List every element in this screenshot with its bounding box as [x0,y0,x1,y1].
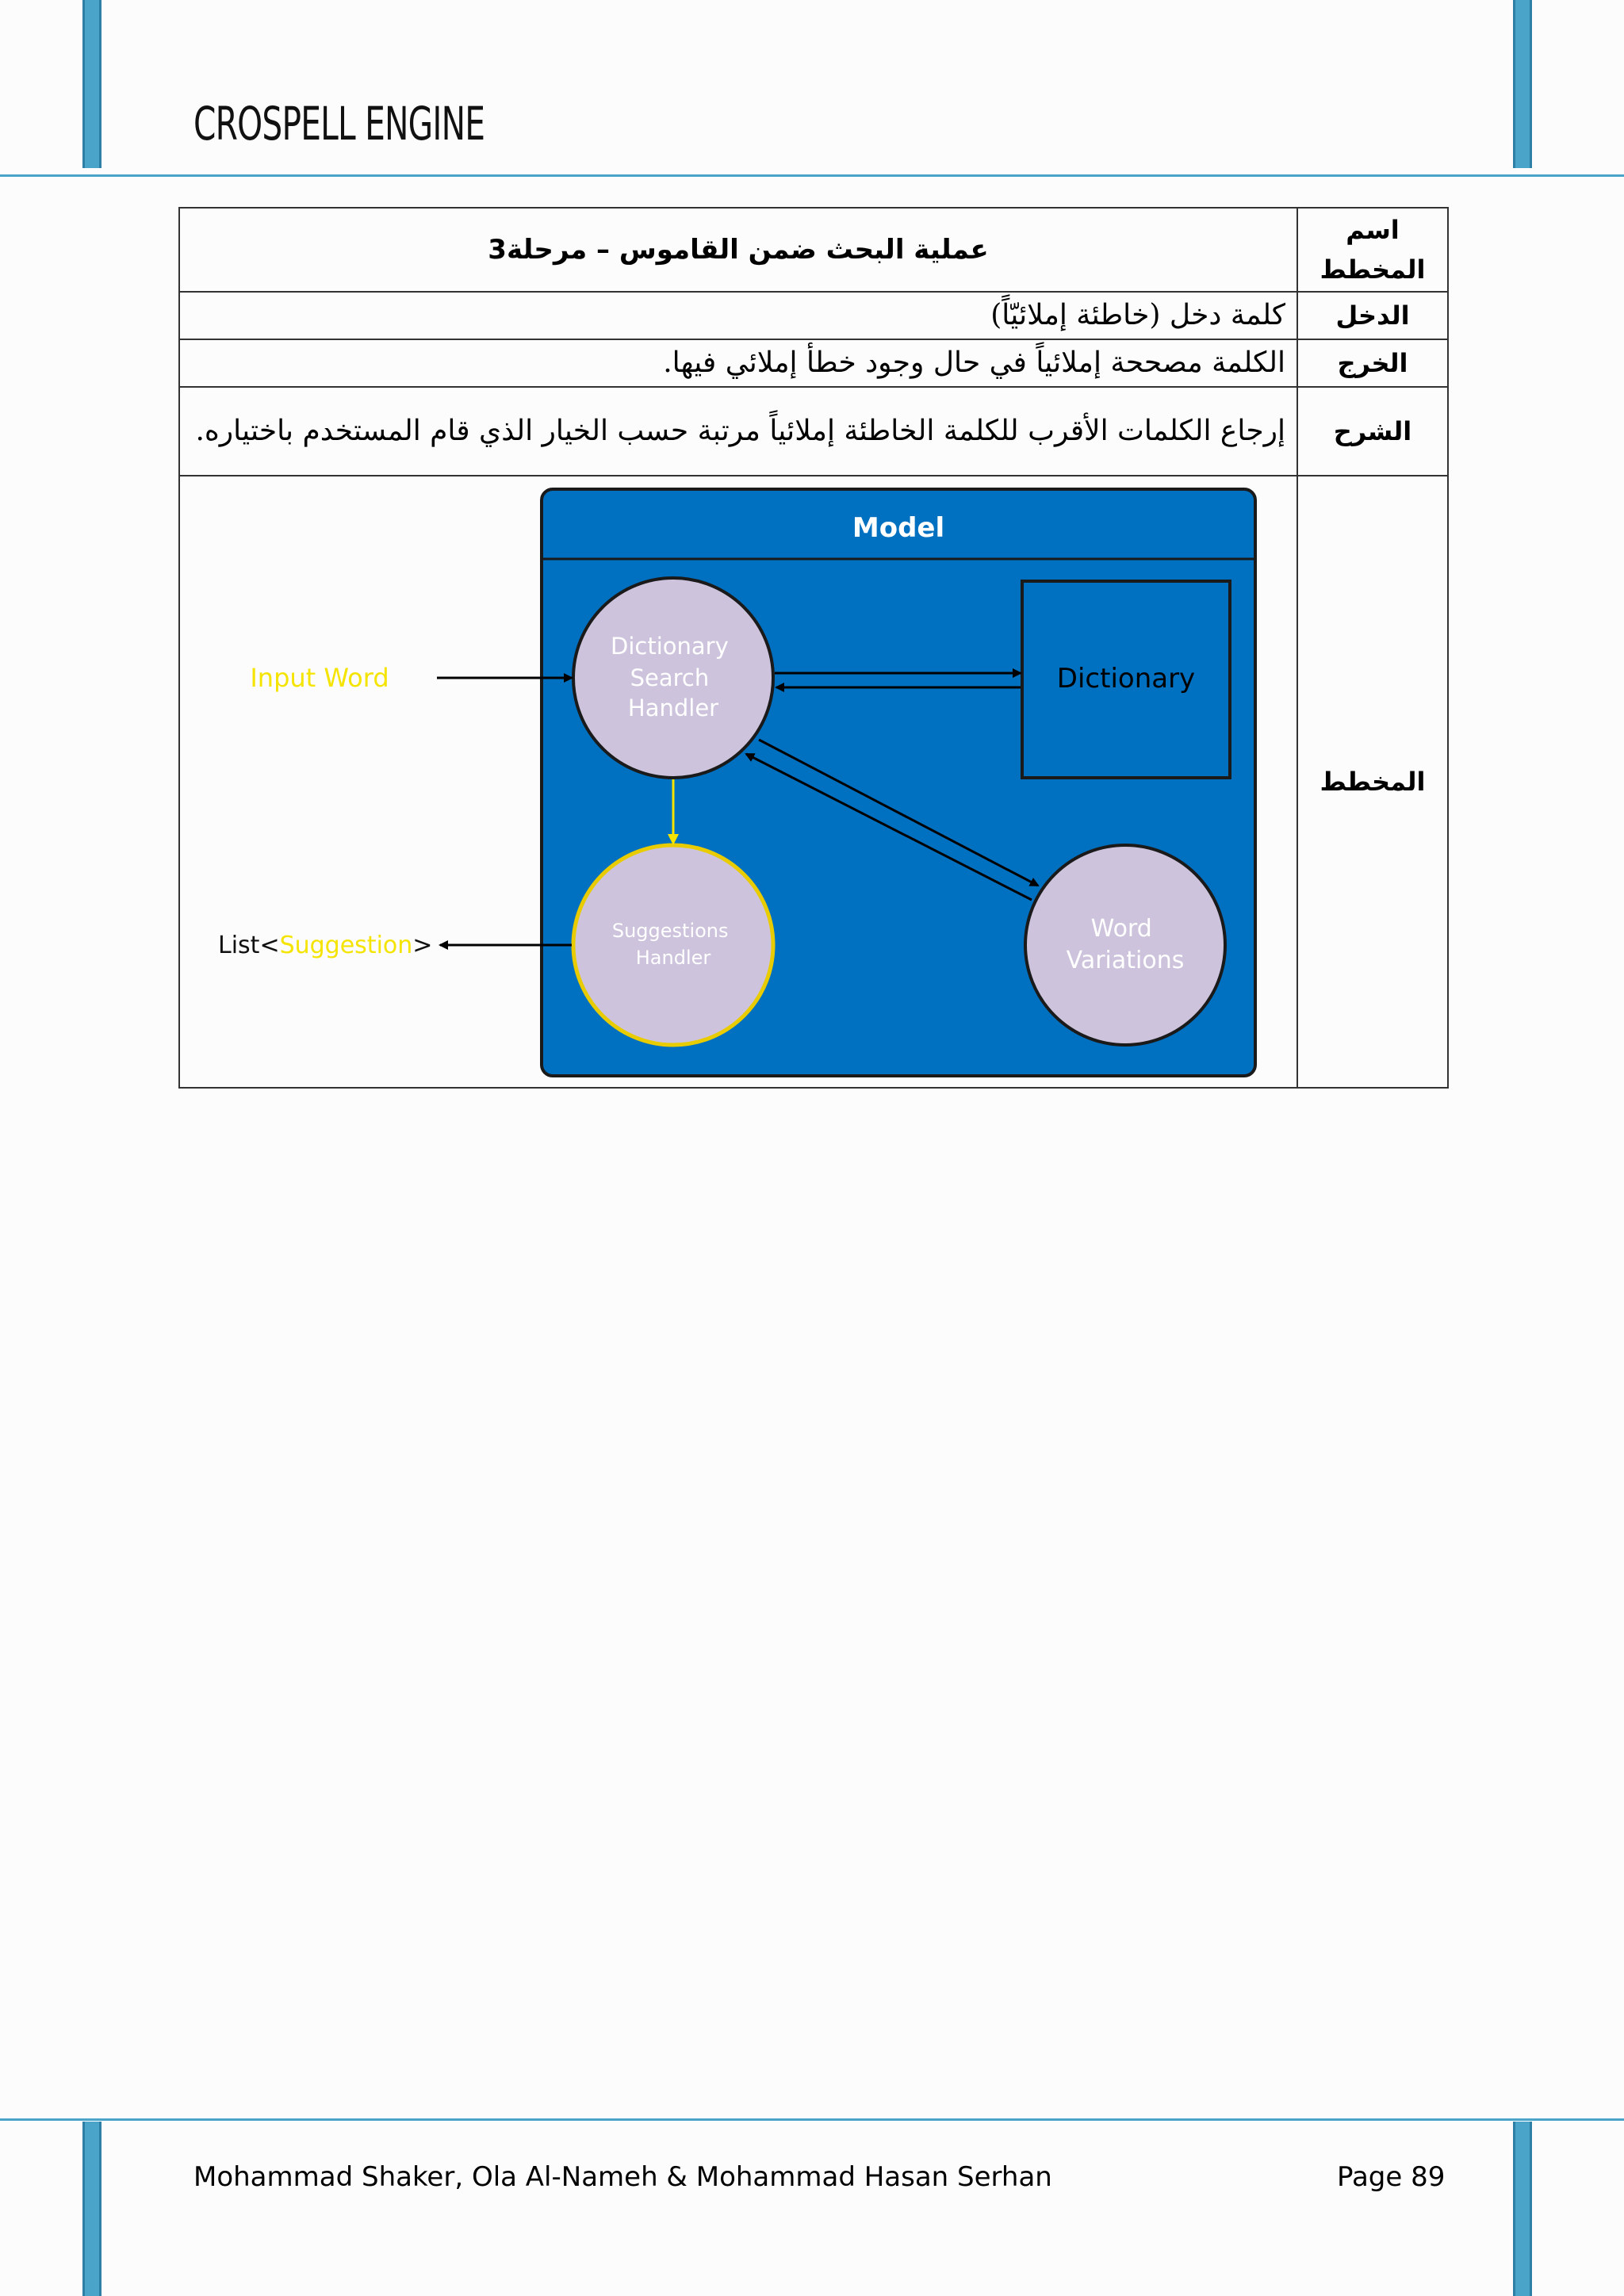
table-row [179,387,1448,476]
input-label: الدخل [1297,292,1448,339]
header-divider [0,174,1624,177]
table-row [179,208,1448,292]
sh-line-2: Handler [635,947,711,969]
footer-right-bar [1513,2122,1532,2296]
dsh-line-1: Dictionary [611,633,729,660]
model-title: Model [852,512,945,544]
dictionary-label: Dictionary [1056,663,1196,695]
footer-authors: Mohammad Shaker, Ola Al-Nameh & Mohammad Hasan Serhan [193,2161,1052,2193]
output-label: الخرج [1297,339,1448,387]
diagram-spec-table [178,207,1449,1089]
input-word-label: Input Word [250,663,389,693]
output-value: الكلمة مصححة إملائياً في حال وجود خطأ إملائي فيها. [179,339,1297,387]
explanation-label: الشرح [1297,387,1448,476]
wv-line-1: Word [1090,915,1152,943]
word-variations-node [1025,845,1225,1045]
sh-line-1: Suggestions [611,920,729,942]
output-suffix: > [412,932,433,959]
diagram-label: المخطط [1297,476,1448,1088]
suggestions-handler-node [573,845,773,1045]
header-title: CROSPELL ENGINE [193,97,485,151]
wv-line-2: Variations [1066,947,1185,974]
explanation-value: إرجاع الكلمات الأقرب للكلمة الخاطئة إملائياً مرتبة حسب الخيار الذي قام المستخدم باختياره. [179,387,1297,476]
table-row [179,292,1448,339]
diagram-name-label: اسم المخطط [1297,208,1448,292]
dsh-line-3: Handler [627,695,719,721]
diagram-name-value: عملية البحث ضمن القاموس – مرحلة3 [179,208,1297,292]
diagram-cell [179,476,1297,1088]
header-left-bar [82,0,102,168]
table-row [179,476,1448,1088]
output-generic: Suggestion [279,932,413,959]
output-prefix: List< [218,932,280,959]
page-number: Page 89 [1337,2161,1446,2193]
dsh-line-2: Search [630,664,710,691]
output-list-label [218,932,432,959]
input-value: كلمة دخل (خاطئة إملائيّاً) [179,292,1297,339]
model-diagram [180,476,1298,1087]
footer-left-bar [82,2122,102,2296]
header-right-bar [1513,0,1532,168]
table-row [179,339,1448,387]
footer-divider [0,2118,1624,2121]
